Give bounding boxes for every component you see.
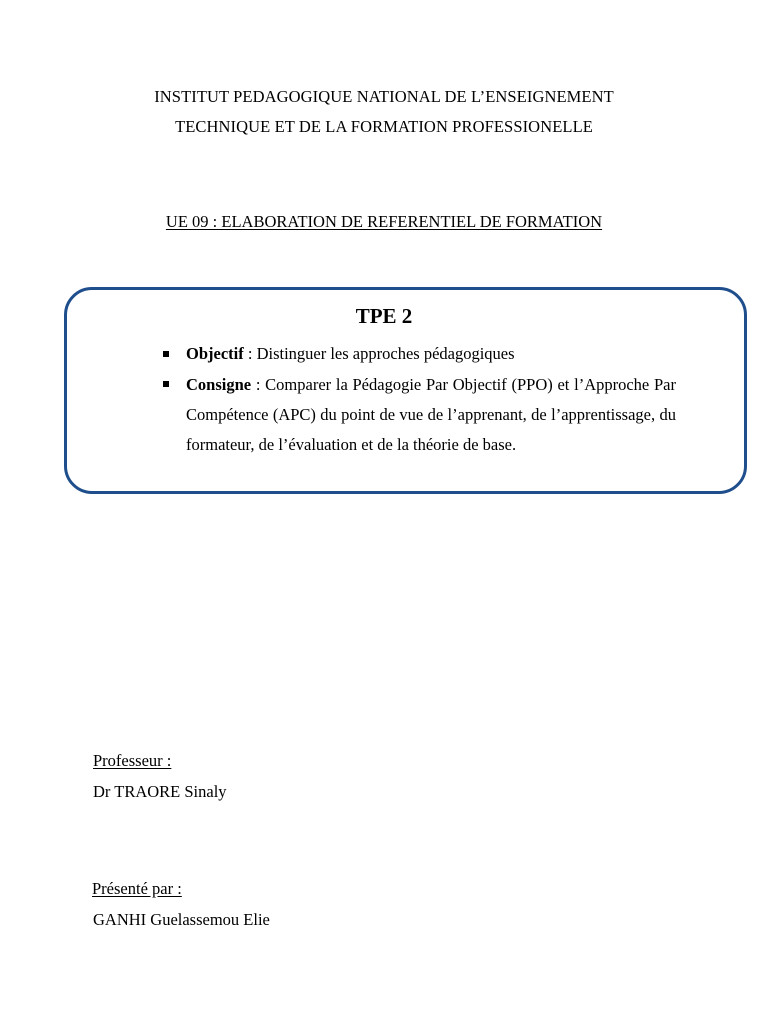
instruction-item <box>186 370 676 460</box>
objective-text: : Distinguer les approches pédagogiques <box>243 344 515 363</box>
objective-item <box>186 339 676 369</box>
course-unit-title: UE 09 : ELABORATION DE REFERENTIEL DE FORMATION <box>165 212 603 231</box>
professor-label: Professeur : <box>93 751 172 770</box>
institute-name-line-1: INSTITUT PEDAGOGIQUE NATIONAL DE L’ENSEIGNEMENT <box>154 87 614 106</box>
professor-name: Dr TRAORE Sinaly <box>93 782 227 801</box>
institute-name-line-2: TECHNIQUE ET DE LA FORMATION PROFESSIONELLE <box>175 117 593 136</box>
instruction-label: Consigne <box>186 375 252 394</box>
presenter-label: Présenté par : <box>92 879 182 898</box>
objective-label: Objectif <box>186 344 244 363</box>
assignment-title: TPE 2 <box>355 304 413 328</box>
instruction-text: : Comparer la Pédagogie Par Objectif (PPO) et l’Approche Par Compétence (APC) du point de vue de l’apprenant, de l’apprentissage, du formateur, de l’évaluation et de la théorie de base. <box>186 375 676 454</box>
square-bullet-icon <box>163 381 169 387</box>
presenter-name: GANHI Guelassemou Elie <box>93 910 270 929</box>
square-bullet-icon <box>163 351 169 357</box>
